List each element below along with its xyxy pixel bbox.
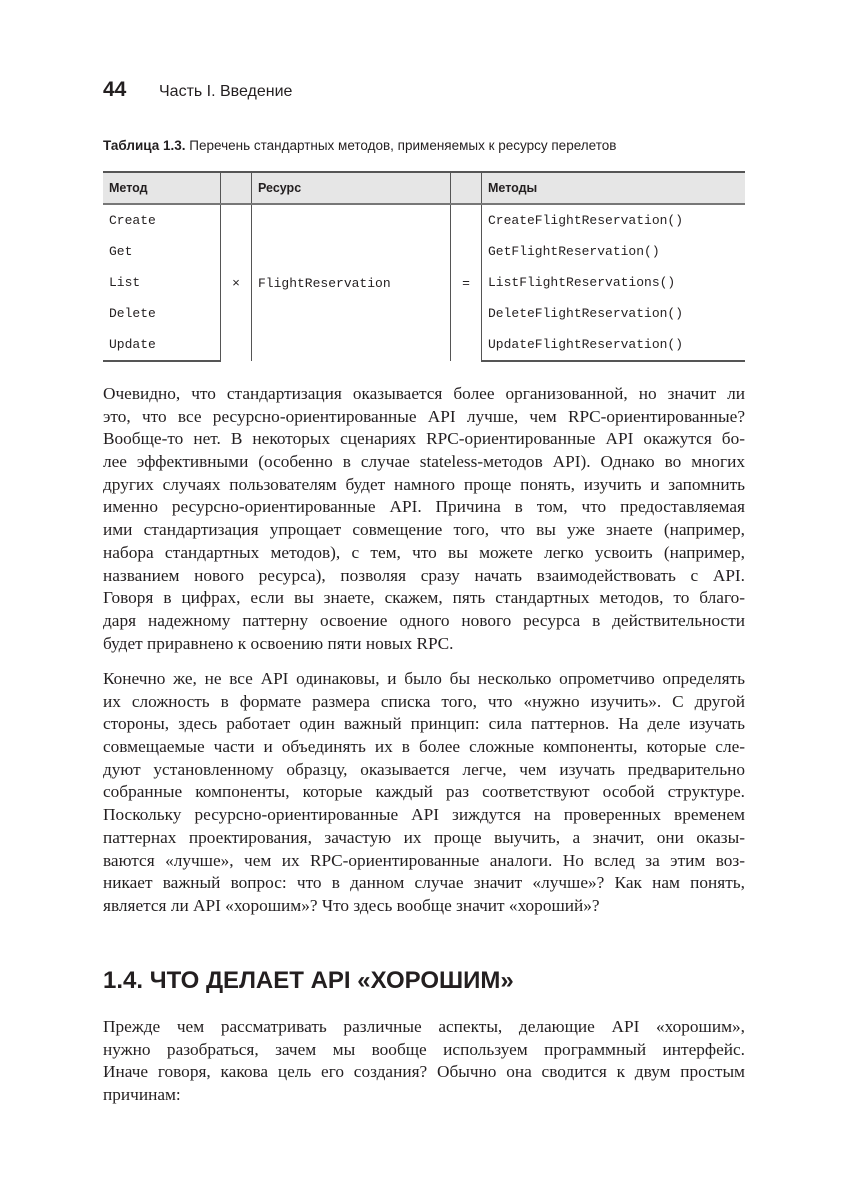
text-line: дуют установленному образцу, оказывается легче, чем изучать предварительно <box>103 759 745 779</box>
text-line: других случаях пользователям будет намного проще понять, изучить и запомнить <box>103 474 745 494</box>
text-line: является ли API «хорошим»? Что здесь вообще значит «хороший»? <box>103 895 600 915</box>
col-header-methods: Методы <box>482 172 746 204</box>
text-line: их сложность в формате размера списка того, что «нужно изучить». С другой <box>103 691 745 711</box>
table-caption <box>103 138 616 153</box>
result-cell: DeleteFlightReservation() <box>482 298 746 329</box>
times-operator: × <box>221 204 252 361</box>
text-line: это, что все ресурсно-ориентированные API лучше, чем RPC-ориентированные? <box>103 406 745 426</box>
result-cell: ListFlightReservations() <box>482 267 746 298</box>
body-paragraph-1 <box>103 383 745 655</box>
page-number: 44 <box>103 78 127 101</box>
table-caption-text: Перечень стандартных методов, применяемых к ресурсу перелетов <box>185 138 617 153</box>
col-header-operator <box>221 172 252 204</box>
text-line: будет приравнено к освоению пяти новых RPC. <box>103 633 454 653</box>
equals-operator: = <box>451 204 482 361</box>
text-line: Очевидно, что стандартизация оказывается более организованной, но значит ли <box>103 384 745 403</box>
table-row <box>103 204 745 236</box>
section-heading: 1.4. ЧТО ДЕЛАЕТ API «ХОРОШИМ» <box>103 967 514 994</box>
method-cell: Update <box>103 329 221 361</box>
text-line: паттернах проектирования, зачастую их проще выучить, а значит, они оказы- <box>103 827 745 847</box>
text-line: ваются «лучше», чем их RPC-ориентированные аналоги. Но вслед за этим воз- <box>103 850 745 870</box>
text-line: названием нового ресурса), позволяя сразу начать взаимодействовать с API. <box>103 565 745 585</box>
method-cell: Get <box>109 244 133 259</box>
text-line: совмещаемые части и объединять их в более сложные компоненты, которые сле- <box>103 737 745 757</box>
method-cell: Delete <box>109 306 156 321</box>
text-line: собранные компоненты, которые каждый раз соответствуют особой структуре. <box>103 782 745 802</box>
part-title: Часть I. Введение <box>159 83 293 100</box>
text-line: ими стандартизация упрощает совмещение того, что вы уже знаете (например, <box>103 520 745 540</box>
text-line: даря надежному паттерну освоение одного нового ресурса в действительности <box>103 610 745 630</box>
text-line: причинам: <box>103 1085 181 1105</box>
text-line: Конечно же, не все API одинаковы, и было бы несколько опрометчиво определять <box>103 669 745 688</box>
col-header-equals <box>451 172 482 204</box>
result-cell: CreateFlightReservation() <box>482 204 746 236</box>
text-line: именно ресурсно-ориентированные API. Причина в том, что предоставляемая <box>103 497 745 517</box>
result-cell: UpdateFlightReservation() <box>482 329 746 361</box>
text-line: Поскольку ресурсно-ориентированные API зиждутся на проверенных временем <box>103 805 745 825</box>
running-header <box>103 78 292 102</box>
text-line: никает важный вопрос: что в данном случае значит «лучше»? Как нам понять, <box>103 873 745 893</box>
text-line: Вообще-то нет. В некоторых сценариях RPC-ориентированные API окажутся бо- <box>103 429 745 449</box>
body-paragraph-3 <box>103 1016 745 1107</box>
methods-table <box>103 171 745 362</box>
col-header-method: Метод <box>103 172 221 204</box>
text-line: Говоря в цифрах, если вы знаете, скажем, пять стандартных методов, то благо- <box>103 588 745 608</box>
method-cell: Create <box>109 213 156 228</box>
text-line: стороны, здесь работает один важный принцип: сила паттернов. На деле изучать <box>103 714 745 734</box>
text-line: нужно разобраться, зачем мы вообще используем программный интерфейс. <box>103 1039 745 1059</box>
text-line: Иначе говоря, какова цель его создания? Обычно она сводится к двум простым <box>103 1062 745 1082</box>
resource-cell: FlightReservation <box>252 204 451 361</box>
text-line: лее эффективными (особенно в случае stateless-методов API). Однако во многих <box>103 452 745 472</box>
table-caption-label: Таблица 1.3. <box>103 138 186 153</box>
body-paragraph-2 <box>103 668 745 918</box>
result-cell: GetFlightReservation() <box>482 236 746 267</box>
text-line: набора стандартных методов), с тем, что вы можете легко усвоить (например, <box>103 542 745 562</box>
method-cell: List <box>109 275 141 290</box>
text-line: Прежде чем рассматривать различные аспекты, делающие API «хорошим», <box>103 1017 745 1036</box>
col-header-resource: Ресурс <box>252 172 451 204</box>
